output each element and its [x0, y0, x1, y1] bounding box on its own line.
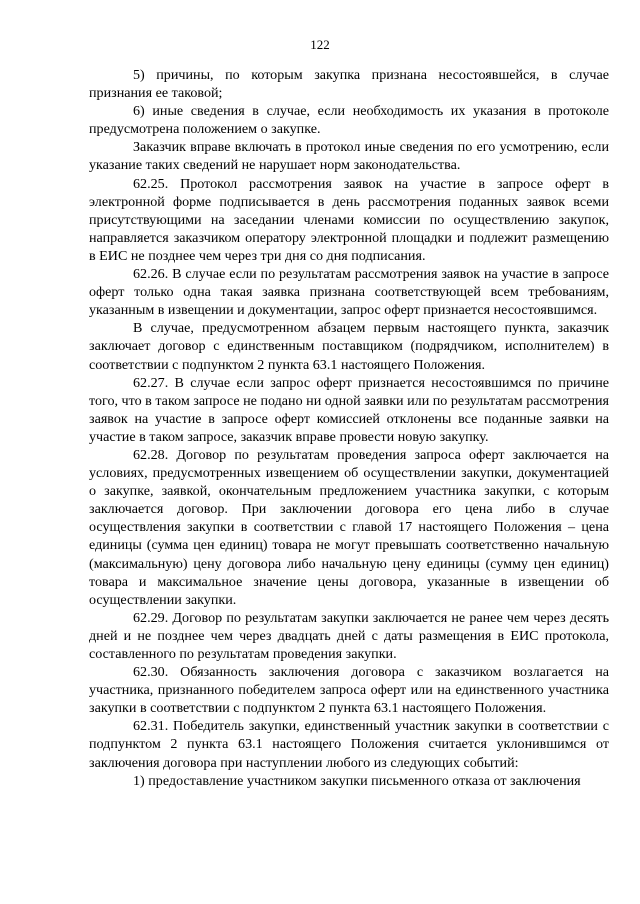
- document-body: [89, 66, 609, 790]
- paragraph-62-27: 62.27. В случае если запрос оферт признается несостоявшимся по причине того, что в таком запросе не подано ни одной заявки или по результатам рассмотрения заявок на участие в запросе оферт комиссией отклонены все поданные заявки на участие в таком запросе, заказчик вправе провести новую закупку.: [89, 374, 610, 445]
- paragraph-62-31: 62.31. Победитель закупки, единственный участник закупки в соответствии с подпунктом 2 пункта 63.1 настоящего Положения считается уклонившимся от заключения договора при наступлении любого из следующих событий:: [89, 718, 609, 771]
- paragraph-62-31-item-1: 1) предоставление участником закупки письменного отказа от заключения: [133, 772, 581, 789]
- paragraph-item-5: 5) причины, по которым закупка признана несостоявшейся, в случае признания ее таковой;: [89, 67, 609, 102]
- paragraph-customer-right: Заказчик вправе включать в протокол иные сведения по его усмотрению, если указание таких сведений не нарушает норм законодательства.: [89, 139, 609, 174]
- paragraph-item-6: 6) иные сведения в случае, если необходимость их указания в протоколе предусмотрена положением о закупке.: [89, 103, 609, 138]
- paragraph-62-26: 62.26. В случае если по результатам рассмотрения заявок на участие в запросе оферт только одна такая заявка признана соответствующей всем требованиям, указанным в извещении и документации, запрос оферт признается несостоявшимся.: [89, 266, 609, 319]
- paragraph-62-25: 62.25. Протокол рассмотрения заявок на участие в запросе оферт в электронной форме подписывается в день рассмотрения поданных заявок всеми присутствующими на заседании членами комиссии по осуществлению закупок, направляется заказчиком оператору электронной площадки и подлежит размещению в ЕИС не позднее чем через три дня со дня подписания.: [89, 175, 609, 264]
- paragraph-62-26-continued: В случае, предусмотренном абзацем первым настоящего пункта, заказчик заключает договор с единственным поставщиком (подрядчиком, исполнителем) в соответствии с подпунктом 2 пункта 63.1 настоящего Положения.: [89, 320, 609, 373]
- page-number: 122: [310, 37, 330, 52]
- paragraph-62-29: 62.29. Договор по результатам закупки заключается не ранее чем через десять дней и не позднее чем через двадцать дней с даты размещения в ЕИС протокола, составленного по результатам проведения закупки.: [89, 609, 609, 662]
- paragraph-62-30: 62.30. Обязанность заключения договора с заказчиком возлагается на участника, признанного победителем запроса оферт или на единственного участника закупки в соответствии с подпунктом 2 пункта 63.1 настоящего Положения.: [89, 664, 609, 717]
- paragraph-62-28: 62.28. Договор по результатам проведения запроса оферт заключается на условиях, предусмотренных извещением об осуществлении закупки, документацией о закупке, заявкой, окончательным предложением участника закупки, с которым заключается договор. При заключении договора его цена либо в случае осуществления закупки в соответствии с главой 17 настоящего Положения – цена единицы (сумма цен единиц) товара не могут превышать соответственно начальную (максимальную) цену договора либо начальную цену единицы (сумму цен единиц) товара и максимальное значение цены договора, указанные в извещении об осуществлении закупки.: [89, 446, 609, 608]
